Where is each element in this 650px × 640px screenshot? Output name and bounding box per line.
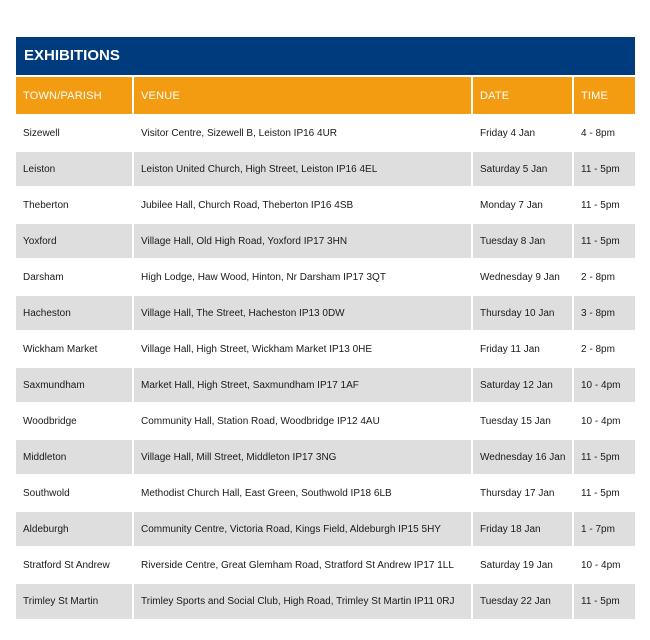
table-row <box>16 295 635 331</box>
table-row <box>16 187 635 223</box>
date-cell: Tuesday 22 Jan <box>472 583 573 619</box>
table-row <box>16 151 635 187</box>
town-cell: Yoxford <box>16 223 133 259</box>
header-row <box>16 77 635 115</box>
date-cell: Wednesday 16 Jan <box>472 439 573 475</box>
table-row <box>16 403 635 439</box>
column-header-time: TIME <box>573 77 635 115</box>
time-cell: 11 - 5pm <box>573 223 635 259</box>
town-cell: Saxmundham <box>16 367 133 403</box>
date-cell: Tuesday 15 Jan <box>472 403 573 439</box>
venue-cell: Jubilee Hall, Church Road, Theberton IP16 4SB <box>133 187 472 223</box>
town-cell: Woodbridge <box>16 403 133 439</box>
date-cell: Wednesday 9 Jan <box>472 259 573 295</box>
venue-cell: Methodist Church Hall, East Green, Southwold IP18 6LB <box>133 475 472 511</box>
date-cell: Saturday 19 Jan <box>472 547 573 583</box>
town-cell: Sizewell <box>16 115 133 151</box>
venue-cell: Community Hall, Station Road, Woodbridge IP12 4AU <box>133 403 472 439</box>
venue-cell: Village Hall, High Street, Wickham Market IP13 0HE <box>133 331 472 367</box>
date-cell: Saturday 5 Jan <box>472 151 573 187</box>
table-body <box>16 115 635 619</box>
table-row <box>16 511 635 547</box>
venue-cell: Village Hall, Mill Street, Middleton IP17 3NG <box>133 439 472 475</box>
time-cell: 4 - 8pm <box>573 115 635 151</box>
time-cell: 2 - 8pm <box>573 331 635 367</box>
time-cell: 2 - 8pm <box>573 259 635 295</box>
town-cell: Leiston <box>16 151 133 187</box>
time-cell: 11 - 5pm <box>573 439 635 475</box>
venue-cell: High Lodge, Haw Wood, Hinton, Nr Darsham IP17 3QT <box>133 259 472 295</box>
table-header <box>16 77 635 115</box>
town-cell: Southwold <box>16 475 133 511</box>
time-cell: 10 - 4pm <box>573 403 635 439</box>
exhibitions-table <box>16 77 635 619</box>
table-row <box>16 583 635 619</box>
column-header-venue: VENUE <box>133 77 472 115</box>
venue-cell: Riverside Centre, Great Glemham Road, Stratford St Andrew IP17 1LL <box>133 547 472 583</box>
time-cell: 11 - 5pm <box>573 187 635 223</box>
time-cell: 11 - 5pm <box>573 475 635 511</box>
town-cell: Middleton <box>16 439 133 475</box>
town-cell: Trimley St Martin <box>16 583 133 619</box>
time-cell: 1 - 7pm <box>573 511 635 547</box>
table-row <box>16 259 635 295</box>
time-cell: 11 - 5pm <box>573 151 635 187</box>
table-title: EXHIBITIONS <box>16 37 635 75</box>
date-cell: Friday 18 Jan <box>472 511 573 547</box>
venue-cell: Visitor Centre, Sizewell B, Leiston IP16 4UR <box>133 115 472 151</box>
table-row <box>16 115 635 151</box>
table-row <box>16 475 635 511</box>
town-cell: Stratford St Andrew <box>16 547 133 583</box>
time-cell: 10 - 4pm <box>573 367 635 403</box>
date-cell: Thursday 10 Jan <box>472 295 573 331</box>
town-cell: Theberton <box>16 187 133 223</box>
date-cell: Monday 7 Jan <box>472 187 573 223</box>
town-cell: Darsham <box>16 259 133 295</box>
town-cell: Hacheston <box>16 295 133 331</box>
venue-cell: Village Hall, The Street, Hacheston IP13 0DW <box>133 295 472 331</box>
date-cell: Thursday 17 Jan <box>472 475 573 511</box>
time-cell: 11 - 5pm <box>573 583 635 619</box>
table-row <box>16 367 635 403</box>
column-header-town: TOWN/PARISH <box>16 77 133 115</box>
town-cell: Aldeburgh <box>16 511 133 547</box>
venue-cell: Village Hall, Old High Road, Yoxford IP17 3HN <box>133 223 472 259</box>
date-cell: Friday 11 Jan <box>472 331 573 367</box>
town-cell: Wickham Market <box>16 331 133 367</box>
table-row <box>16 439 635 475</box>
table-row <box>16 331 635 367</box>
time-cell: 3 - 8pm <box>573 295 635 331</box>
time-cell: 10 - 4pm <box>573 547 635 583</box>
venue-cell: Market Hall, High Street, Saxmundham IP17 1AF <box>133 367 472 403</box>
table-row <box>16 223 635 259</box>
exhibitions-panel <box>16 37 635 619</box>
venue-cell: Community Centre, Victoria Road, Kings Field, Aldeburgh IP15 5HY <box>133 511 472 547</box>
venue-cell: Leiston United Church, High Street, Leiston IP16 4EL <box>133 151 472 187</box>
date-cell: Saturday 12 Jan <box>472 367 573 403</box>
table-row <box>16 547 635 583</box>
date-cell: Friday 4 Jan <box>472 115 573 151</box>
venue-cell: Trimley Sports and Social Club, High Road, Trimley St Martin IP11 0RJ <box>133 583 472 619</box>
date-cell: Tuesday 8 Jan <box>472 223 573 259</box>
column-header-date: DATE <box>472 77 573 115</box>
